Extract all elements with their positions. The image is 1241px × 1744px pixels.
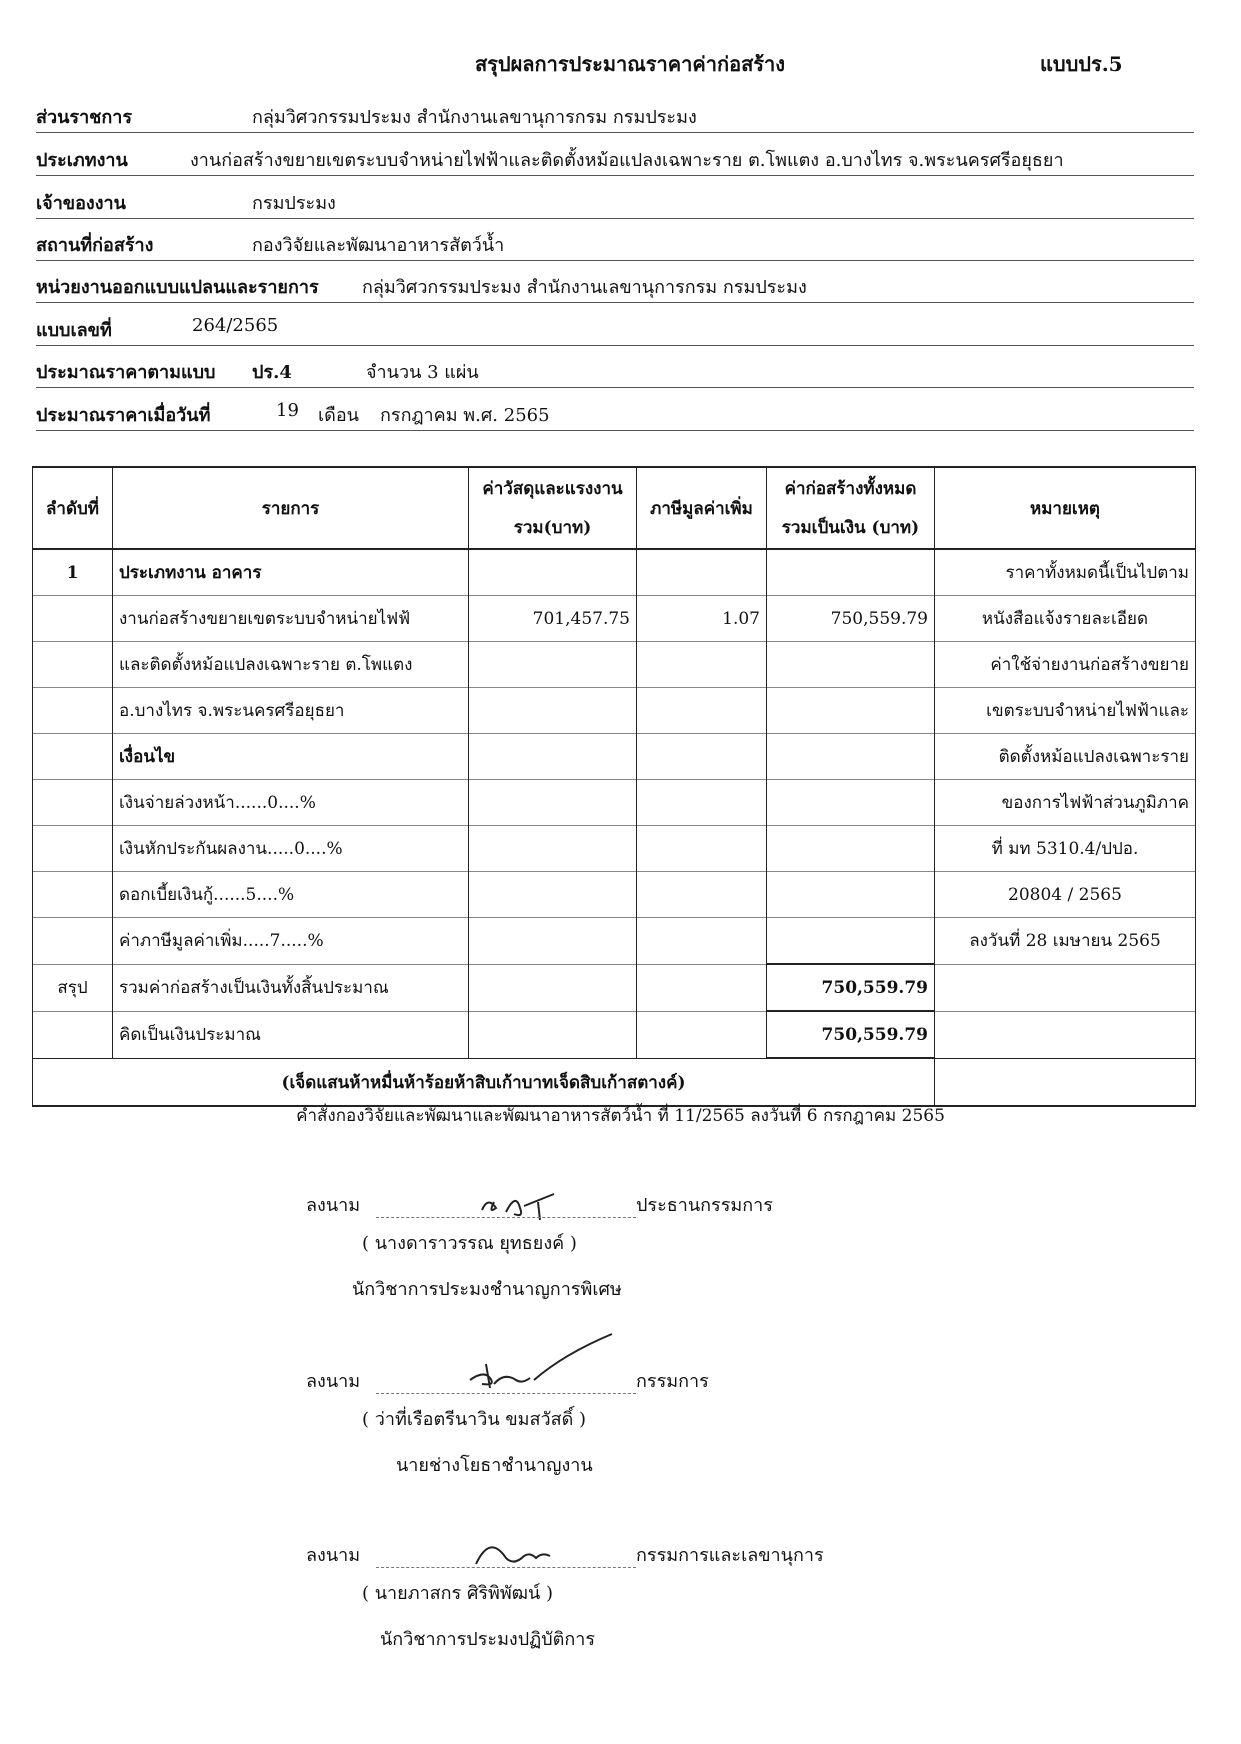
- estimate-date-month-value: กรกฎาคม พ.ศ. 2565: [380, 405, 550, 426]
- designer-value: กลุ่มวิศวกรรมประมง สำนักงานเลขานุการกรม กรมประมง: [362, 277, 807, 298]
- signature-image-2: [460, 1328, 620, 1398]
- row-no: [33, 596, 113, 642]
- row-total: 750,559.79: [767, 964, 935, 1011]
- row-total: [767, 734, 935, 780]
- row-material: [469, 688, 637, 734]
- order-reference: คำสั่งกองวิจัยและพัฒนาและพัฒนาอาหารสัตว์น้ำ ที่ 11/2565 ลงวันที่ 6 กรกฎาคม 2565: [296, 1106, 945, 1126]
- agency-value: กลุ่มวิศวกรรมประมง สำนักงานเลขานุการกรม กรมประมง: [252, 107, 697, 128]
- row-no: 1: [33, 549, 113, 596]
- form-code: แบบปร.5: [1040, 52, 1123, 76]
- row-no: [33, 688, 113, 734]
- site-value: กองวิจัยและพัฒนาอาหารสัตว์น้ำ: [252, 235, 505, 256]
- row-vat: [637, 688, 767, 734]
- site-label: สถานที่ก่อสร้าง: [36, 235, 154, 256]
- table-header-row: [33, 467, 1196, 549]
- signature-line-3: [376, 1566, 636, 1568]
- role-committee-secretary: กรรมการและเลขานุการ: [636, 1545, 824, 1566]
- estimate-form-label: ประมาณราคาตามแบบ: [36, 362, 216, 383]
- plan-number-row: [36, 307, 1194, 346]
- row-vat: [637, 918, 767, 965]
- row-no: [33, 734, 113, 780]
- amount-in-words-row: [33, 1058, 1196, 1106]
- role-chairman: ประธานกรรมการ: [636, 1195, 773, 1216]
- table-row: [33, 872, 1196, 918]
- row-remark: ค่าใช้จ่ายงานก่อสร้างขยาย: [935, 642, 1196, 688]
- header-material-labor-line1: ค่าวัสดุและแรงงาน: [482, 479, 623, 499]
- table-row: [33, 780, 1196, 826]
- row-vat: [637, 872, 767, 918]
- work-type-label: ประเภทงาน: [36, 150, 128, 171]
- table-row: [33, 549, 1196, 596]
- row-item: คิดเป็นเงินประมาณ: [113, 1011, 469, 1058]
- row-material: [469, 549, 637, 596]
- signature-image-1: [470, 1178, 580, 1228]
- estimate-date-label: ประมาณราคาเมื่อวันที่: [36, 405, 211, 426]
- owner-row: [36, 180, 1194, 219]
- row-material: 701,457.75: [469, 596, 637, 642]
- row-remark: [935, 1011, 1196, 1058]
- signer-position-3: นักวิชาการประมงปฏิบัติการ: [380, 1629, 596, 1650]
- row-item: ดอกเบี้ยเงินกู้......5....%: [113, 872, 469, 918]
- amount-in-words: (เจ็ดแสนห้าหมื่นห้าร้อยห้าสิบเก้าบาทเจ็ดสิบเก้าสตางค์): [33, 1058, 935, 1106]
- row-item: เงินหักประกันผลงาน.....0....%: [113, 826, 469, 872]
- row-vat: [637, 780, 767, 826]
- estimate-date-row: [36, 392, 1194, 431]
- agency-label: ส่วนราชการ: [36, 107, 133, 128]
- row-material: [469, 872, 637, 918]
- row-vat: [637, 826, 767, 872]
- row-total: [767, 688, 935, 734]
- header-item: รายการ: [113, 467, 469, 549]
- signer-name-1: ( นางดาราวรรณ ยุทธยงค์ ): [362, 1233, 577, 1254]
- sheets-count: จำนวน 3 แผ่น: [366, 362, 479, 383]
- sign-label-2: ลงนาม: [306, 1371, 361, 1392]
- header-total-line2: รวมเป็นเงิน (บาท): [781, 518, 920, 538]
- owner-label: เจ้าของงาน: [36, 193, 126, 214]
- row-item: งานก่อสร้างขยายเขตระบบจำหน่ายไฟฟ้: [113, 596, 469, 642]
- row-remark: ของการไฟฟ้าส่วนภูมิภาค: [935, 780, 1196, 826]
- designer-row: [36, 264, 1194, 303]
- signer-position-2: นายช่างโยธาชำนาญงาน: [396, 1455, 593, 1476]
- signature-line-1: [376, 1216, 636, 1218]
- row-no: [33, 642, 113, 688]
- header-material-labor-line2: รวม(บาท): [513, 518, 592, 538]
- row-total: 750,559.79: [767, 1011, 935, 1058]
- work-type-row: [36, 137, 1194, 176]
- table-row: [33, 642, 1196, 688]
- signer-name-3: ( นายภาสกร ศิริพิพัฒน์ ): [362, 1583, 554, 1604]
- row-item: เงื่อนไข: [113, 734, 469, 780]
- row-vat: [637, 1011, 767, 1058]
- row-material: [469, 918, 637, 965]
- row-material: [469, 964, 637, 1011]
- row-item: รวมค่าก่อสร้างเป็นเงินทั้งสิ้นประมาณ: [113, 964, 469, 1011]
- row-item: อ.บางไทร จ.พระนครศรีอยุธยา: [113, 688, 469, 734]
- row-material: [469, 734, 637, 780]
- row-total: [767, 918, 935, 965]
- agency-row: [36, 94, 1194, 133]
- row-item: เงินจ่ายล่วงหน้า......0....%: [113, 780, 469, 826]
- table-row: [33, 918, 1196, 965]
- header-remarks: หมายเหตุ: [935, 467, 1196, 549]
- signature-line-2: [376, 1392, 636, 1394]
- row-total: [767, 826, 935, 872]
- row-material: [469, 780, 637, 826]
- amount-in-words-remark-cell: [935, 1058, 1196, 1106]
- row-total: [767, 549, 935, 596]
- table-row: [33, 734, 1196, 780]
- row-total: [767, 872, 935, 918]
- row-remark: ลงวันที่ 28 เมษายน 2565: [935, 918, 1196, 965]
- cost-summary-table: [32, 466, 1196, 1107]
- signer-position-1: นักวิชาการประมงชำนาญการพิเศษ: [352, 1279, 622, 1300]
- table-row: [33, 826, 1196, 872]
- row-remark: ราคาทั้งหมดนี้เป็นไปตาม: [935, 549, 1196, 596]
- work-type-value: งานก่อสร้างขยายเขตระบบจำหน่ายไฟฟ้าและติดตั้งหม้อแปลงเฉพาะราย ต.โพแตง อ.บางไทร จ.พระนครศรีอยุธยา: [190, 150, 1064, 171]
- row-no: สรุป: [33, 964, 113, 1011]
- row-remark: หนังสือแจ้งรายละเอียด: [935, 596, 1196, 642]
- signer-name-2: ( ว่าที่เรือตรีนาวิน ขมสวัสดิ์ ): [362, 1409, 587, 1430]
- row-remark: 20804 / 2565: [935, 872, 1196, 918]
- row-material: [469, 826, 637, 872]
- plan-number-value: 264/2565: [192, 315, 279, 336]
- row-item: ค่าภาษีมูลค่าเพิ่ม.....7.....%: [113, 918, 469, 965]
- header-material-labor: [469, 467, 637, 549]
- sign-label-3: ลงนาม: [306, 1545, 361, 1566]
- row-no: [33, 872, 113, 918]
- row-remark: เขตระบบจำหน่ายไฟฟ้าและ: [935, 688, 1196, 734]
- role-committee-member: กรรมการ: [636, 1371, 709, 1392]
- row-vat: [637, 964, 767, 1011]
- row-no: [33, 826, 113, 872]
- row-remark: ที่ มท 5310.4/ปปอ.: [935, 826, 1196, 872]
- site-row: [36, 222, 1194, 261]
- row-total: [767, 780, 935, 826]
- row-no: [33, 918, 113, 965]
- row-vat: [637, 734, 767, 780]
- estimate-form-value: ปร.4: [252, 362, 292, 383]
- designer-label: หน่วยงานออกแบบแปลนและรายการ: [36, 277, 319, 298]
- signature-image-3: [470, 1530, 570, 1570]
- row-total: 750,559.79: [767, 596, 935, 642]
- row-item: ประเภทงาน อาคาร: [113, 549, 469, 596]
- row-material: [469, 1011, 637, 1058]
- header-total: [767, 467, 935, 549]
- header-no: ลำดับที่: [33, 467, 113, 549]
- estimate-form-row: [36, 349, 1194, 388]
- estimate-date-day: 19: [276, 400, 299, 421]
- row-vat: 1.07: [637, 596, 767, 642]
- row-no: [33, 1011, 113, 1058]
- header-total-line1: ค่าก่อสร้างทั้งหมด: [784, 479, 917, 499]
- row-vat: [637, 549, 767, 596]
- row-vat: [637, 642, 767, 688]
- summary-row: [33, 964, 1196, 1011]
- row-remark: [935, 964, 1196, 1011]
- row-total: [767, 642, 935, 688]
- row-item: และติดตั้งหม้อแปลงเฉพาะราย ต.โพแตง: [113, 642, 469, 688]
- page-title: สรุปผลการประมาณราคาค่าก่อสร้าง: [474, 52, 786, 76]
- sign-label-1: ลงนาม: [306, 1195, 361, 1216]
- row-material: [469, 642, 637, 688]
- summary-row: [33, 1011, 1196, 1058]
- row-remark: ติดตั้งหม้อแปลงเฉพาะราย: [935, 734, 1196, 780]
- estimate-date-month-label: เดือน: [318, 405, 359, 426]
- owner-value: กรมประมง: [252, 193, 336, 214]
- row-no: [33, 780, 113, 826]
- header-vat: ภาษีมูลค่าเพิ่ม: [637, 467, 767, 549]
- plan-number-label: แบบเลขที่: [36, 320, 112, 341]
- table-row: [33, 596, 1196, 642]
- table-row: [33, 688, 1196, 734]
